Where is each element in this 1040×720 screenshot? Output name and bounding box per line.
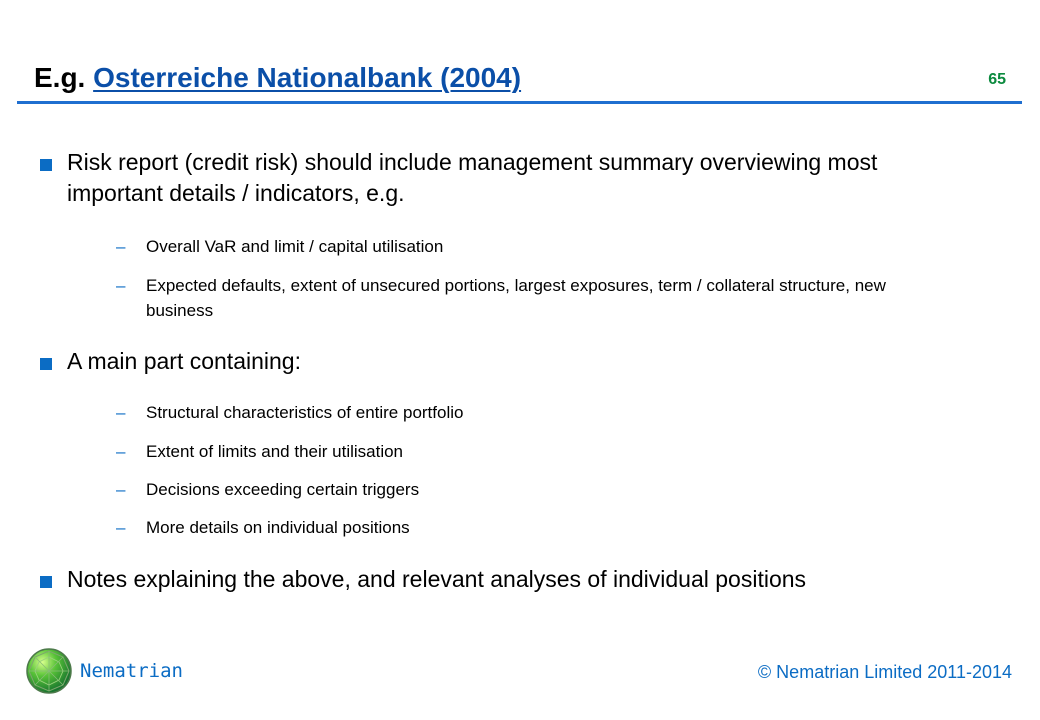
sub-item-text: Extent of limits and their utilisation xyxy=(146,442,404,461)
dash-icon: – xyxy=(116,276,126,295)
nematrian-logo-icon xyxy=(24,646,74,696)
dash-icon: – xyxy=(116,518,126,537)
sub-item-text: Decisions exceeding certain triggers xyxy=(146,480,420,499)
page-number: 65 xyxy=(988,71,1006,88)
bullet-text: Risk report (credit risk) should include management summary overviewing most important details / indicators, e.g. xyxy=(67,149,878,206)
dash-icon: – xyxy=(116,442,126,461)
title-prefix: E.g. xyxy=(34,62,86,93)
dash-icon: – xyxy=(116,480,126,499)
footer-brand: Nematrian xyxy=(80,660,183,682)
bullet-square-icon xyxy=(40,159,52,171)
bullet-square-icon xyxy=(40,576,52,588)
bullet-text: A main part containing: xyxy=(67,348,301,374)
bullet-text: Notes explaining the above, and relevant analyses of individual positions xyxy=(67,566,807,592)
sub-item-text: Overall VaR and limit / capital utilisation xyxy=(146,237,444,256)
dash-icon: – xyxy=(116,237,126,256)
sub-item-text: Structural characteristics of entire portfolio xyxy=(146,403,464,422)
title-link[interactable]: Osterreiche Nationalbank (2004) xyxy=(93,62,522,93)
sub-item-text: Expected defaults, extent of unsecured portions, largest exposures, term / collateral structure, new business xyxy=(146,276,886,320)
bullet-square-icon xyxy=(40,358,52,370)
dash-icon: – xyxy=(116,403,126,422)
footer-copyright: © Nematrian Limited 2011-2014 xyxy=(757,662,1012,682)
sub-item-text: More details on individual positions xyxy=(146,518,410,537)
